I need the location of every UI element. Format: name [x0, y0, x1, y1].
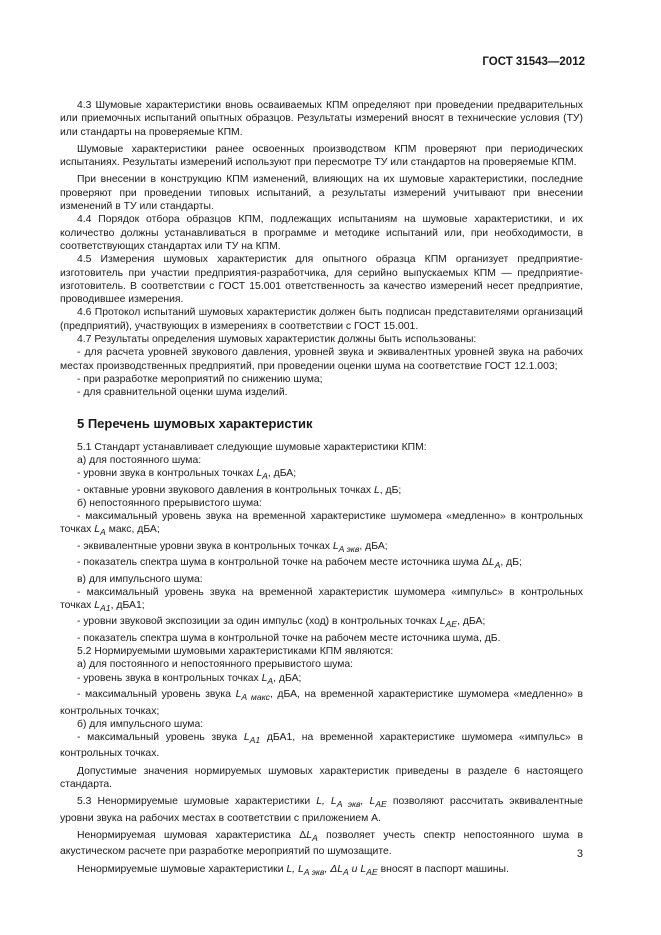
paragraph-4-6: 4.6 Протокол испытаний шумовых характеристик должен быть подписан представителями организаций (предприятий), участвующих в измерениях в соответствии с ГОСТ 15.001.	[60, 307, 583, 332]
list-heading: а) для постоянного и непостоянного прерывистого шума:	[77, 659, 354, 671]
list-item: - для сравнительной оценки шума изделий.	[77, 387, 288, 399]
list-item: - уровни звуковой экспозиции за один импульс (ход) в контрольных точках $L_{AE}$, дБА;	[77, 616, 486, 630]
paragraph-4-4: 4.4 Порядок отбора образцов КПМ, подлежащих испытаниям на шумовые характеристики, и их количество должны устанавливаться в программе и методике испытаний или, при необходимости, в соответствующих стандартах или ТУ на КПМ.	[60, 214, 583, 252]
paragraph: Шумовые характеристики ранее освоенных производством КПМ проверяют при периодических испытаниях. Результаты измерений используют при пересмотре ТУ или стандартов на проверяемые КПМ.	[60, 143, 583, 169]
list-item: - максимальный уровень звука $L_{A1}$ дБА1, на временной характеристике шумомера «импульс» в контрольных точках.	[60, 732, 583, 760]
list-item: - показатель спектра шума в контрольной точке на рабочем месте источника шума, дБ.	[77, 632, 501, 644]
list-item: - эквивалентные уровни звука в контрольных точках $L_{A экв}$, дБА;	[77, 540, 388, 554]
list-item: - максимальный уровень звука на временной характеристике шумомера «медленно» в контрольных точках $L_A$ макс, дБА;	[60, 511, 583, 538]
list-heading: б) непостоянного прерывистого шума:	[77, 497, 262, 509]
list-item: - показатель спектра шума в контрольной точке на рабочем месте источника шума $\Delta L_A$, дБ;	[77, 557, 522, 571]
paragraph-4-5: 4.5 Измерения шумовых характеристик для опытного образца КПМ организует предприятие-изготовитель при участии предприятия-разработчика, для серийно выпускаемых КПМ — предприятие-изготовитель. В соответствии с ГОСТ 15.001 ответственность за качество измерений несет предприятие, проводившее измерения.	[60, 254, 583, 306]
paragraph-5-1: 5.1 Стандарт устанавливает следующие шумовые характеристики КПМ:	[77, 441, 427, 453]
list-heading: б) для импульсного шума:	[77, 718, 204, 730]
paragraph: При внесении в конструкцию КПМ изменений, влияющих на их шумовые характеристики, последние проверяют при проведении типовых испытаний, а результаты измерений учитывают при внесении изменений в ТУ или стандарты.	[60, 174, 583, 213]
list-item: - уровень звука в контрольных точках $L_A$, дБА;	[77, 672, 302, 686]
list-item: - октавные уровни звукового давления в контрольных точках L, дБ;	[77, 484, 402, 496]
standard-header: ГОСТ 31543—2012	[482, 56, 585, 68]
list-item: - при разработке мероприятий по снижению шума;	[77, 373, 323, 385]
list-heading: а) для постоянного шума:	[77, 454, 202, 466]
paragraph: Ненормируемые шумовые характеристики L, $L_{A экв}$, $\Delta L_A$ и $L_{AE}$ вносят в паспорт машины.	[77, 863, 509, 877]
paragraph-4-7: 4.7 Результаты определения шумовых характеристик должны быть использованы:	[77, 334, 477, 346]
paragraph-note: Допустимые значения нормируемых шумовых характеристик приведены в разделе 6 настоящего стандарта.	[60, 765, 583, 791]
paragraph: Ненормируемая шумовая характеристика $\Delta L_A$ позволяет учесть спектр непостоянного шума в акустическом расчете при разработке мероприятий по шумозащите.	[60, 830, 583, 858]
list-item: - уровни звука в контрольных точках $L_A$, дБА;	[77, 468, 297, 482]
section-title: 5 Перечень шумовых характеристик	[77, 415, 313, 431]
list-item: - для расчета уровней звукового давления, уровней звука и эквивалентных уровней звука на рабочих местах производственных предприятий, при проведении оценки шума на соответствие ГОСТ 12.1.003;	[60, 347, 583, 372]
paragraph-5-2: 5.2 Нормируемыми шумовыми характеристиками КПМ являются:	[77, 646, 394, 658]
list-heading: в) для импульсного шума:	[77, 573, 203, 585]
list-item: - максимальный уровень звука на временной характеристик шумомера «импульс» в контрольных точках $L_{A1}$, дБА1;	[60, 586, 583, 614]
list-item: - максимальный уровень звука $L_{A макс}$, дБА, на временной характеристике шумомера «медленно» в контрольных точках;	[60, 689, 583, 717]
paragraph-5-3: 5.3 Ненормируемые шумовые характеристики L, $L_{A экв}$, $L_{AE}$ позволяют рассчитать эквивалентные уровни звука на рабочих местах в соответствии с приложением А.	[60, 796, 583, 824]
page-number: 3	[576, 848, 583, 860]
paragraph-4-3: 4.3 Шумовые характеристики вновь осваиваемых КПМ определяют при проведении предварительных или приемочных испытаний опытных образцов. Результаты измерений вносят в технические условия (ТУ) или стандарты на проверяемые КПМ.	[60, 100, 583, 138]
document-body	[60, 99, 583, 879]
